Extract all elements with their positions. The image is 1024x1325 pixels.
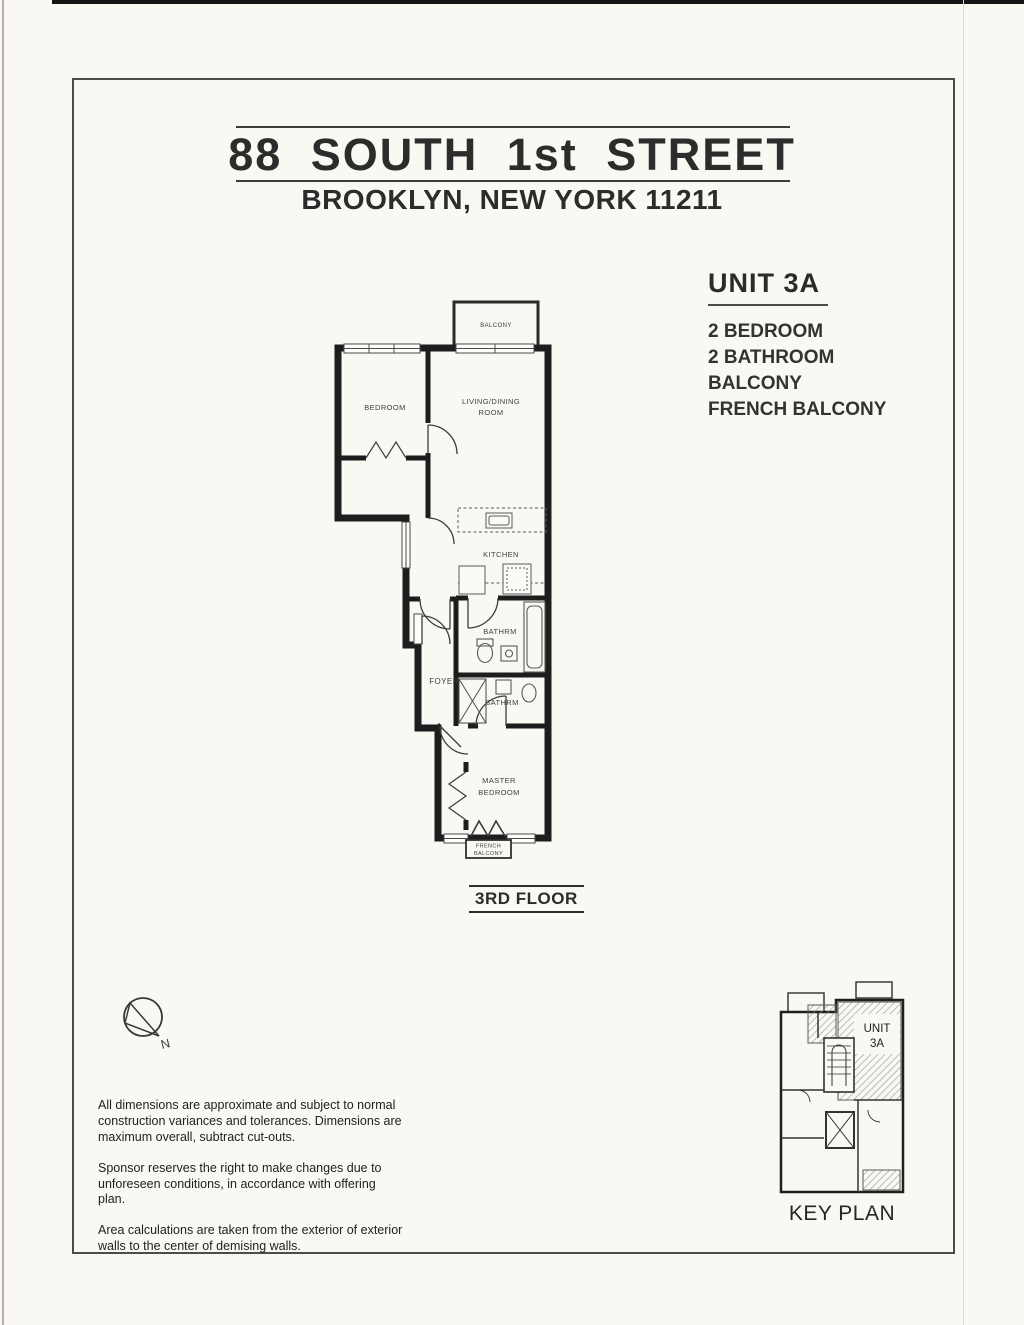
- master-bedroom-label-1: MASTER: [482, 776, 516, 785]
- unit-feature: BALCONY: [708, 373, 802, 394]
- note-dimensions: All dimensions are approximate and subject to normal construction variances and tolerances. Dimensions are maximum overall, subtract cut-outs.: [98, 1098, 402, 1144]
- master-bedroom-label-2: BEDROOM: [478, 788, 520, 797]
- floor-label: 3RD FLOOR: [469, 885, 584, 913]
- building-address: 88 SOUTH 1st STREET: [228, 129, 796, 180]
- bathroom-1-label: BATHRM: [483, 627, 517, 636]
- unit-feature: FRENCH BALCONY: [708, 399, 887, 420]
- foyer-label: FOYER: [429, 677, 459, 686]
- north-label: N: [159, 1036, 172, 1052]
- building-city: BROOKLYN, NEW YORK 11211: [301, 184, 723, 215]
- keyplan-unit-label-2: 3A: [869, 1038, 885, 1050]
- title-rule-top: [236, 126, 790, 128]
- room-labels: [364, 323, 520, 857]
- title-rule-bottom: [236, 180, 790, 182]
- unit-floor-plan-drawing: [328, 294, 556, 866]
- bathroom-2-label: BATHRM: [485, 698, 519, 707]
- unit-info-block: [708, 268, 886, 423]
- keyplan-balcony-right: [856, 982, 892, 998]
- living-dining-label-1: LIVING/DINING: [461, 397, 521, 406]
- kitchen-label: KITCHEN: [483, 550, 519, 559]
- disclaimer-notes: [98, 1098, 404, 1270]
- unit-feature: 2 BATHROOM: [708, 347, 835, 368]
- unit-title: UNIT 3A: [708, 268, 828, 306]
- scan-edge-right: [963, 0, 964, 1325]
- french-balcony-label-2: BALCONY: [473, 851, 504, 857]
- note-area-calculations: Area calculations are taken from the exterior of exterior walls to the center of demising walls.: [98, 1223, 403, 1254]
- unit-feature: 2 BEDROOM: [708, 321, 824, 342]
- scan-edge-top: [52, 0, 1024, 4]
- french-balcony-label-1: FRENCH: [475, 843, 502, 850]
- living-dining-label-2: ROOM: [478, 408, 504, 417]
- keyplan-elevator: [826, 1112, 854, 1148]
- scan-edge-left: [2, 0, 4, 1325]
- north-arrow-compass: [110, 990, 182, 1062]
- key-plan-drawing: [768, 980, 916, 1206]
- keyplan-stair-core: [824, 1038, 854, 1092]
- bedroom-label: BEDROOM: [364, 403, 406, 412]
- unit-feature-list: [708, 319, 886, 423]
- key-plan-caption: KEY PLAN: [788, 1202, 896, 1225]
- keyplan-unit-label-1: UNIT: [863, 1023, 891, 1035]
- balcony-label: BALCONY: [480, 323, 512, 329]
- note-sponsor: Sponsor reserves the right to make changes due to unforeseen conditions, in accordance with offering plan.: [98, 1160, 382, 1207]
